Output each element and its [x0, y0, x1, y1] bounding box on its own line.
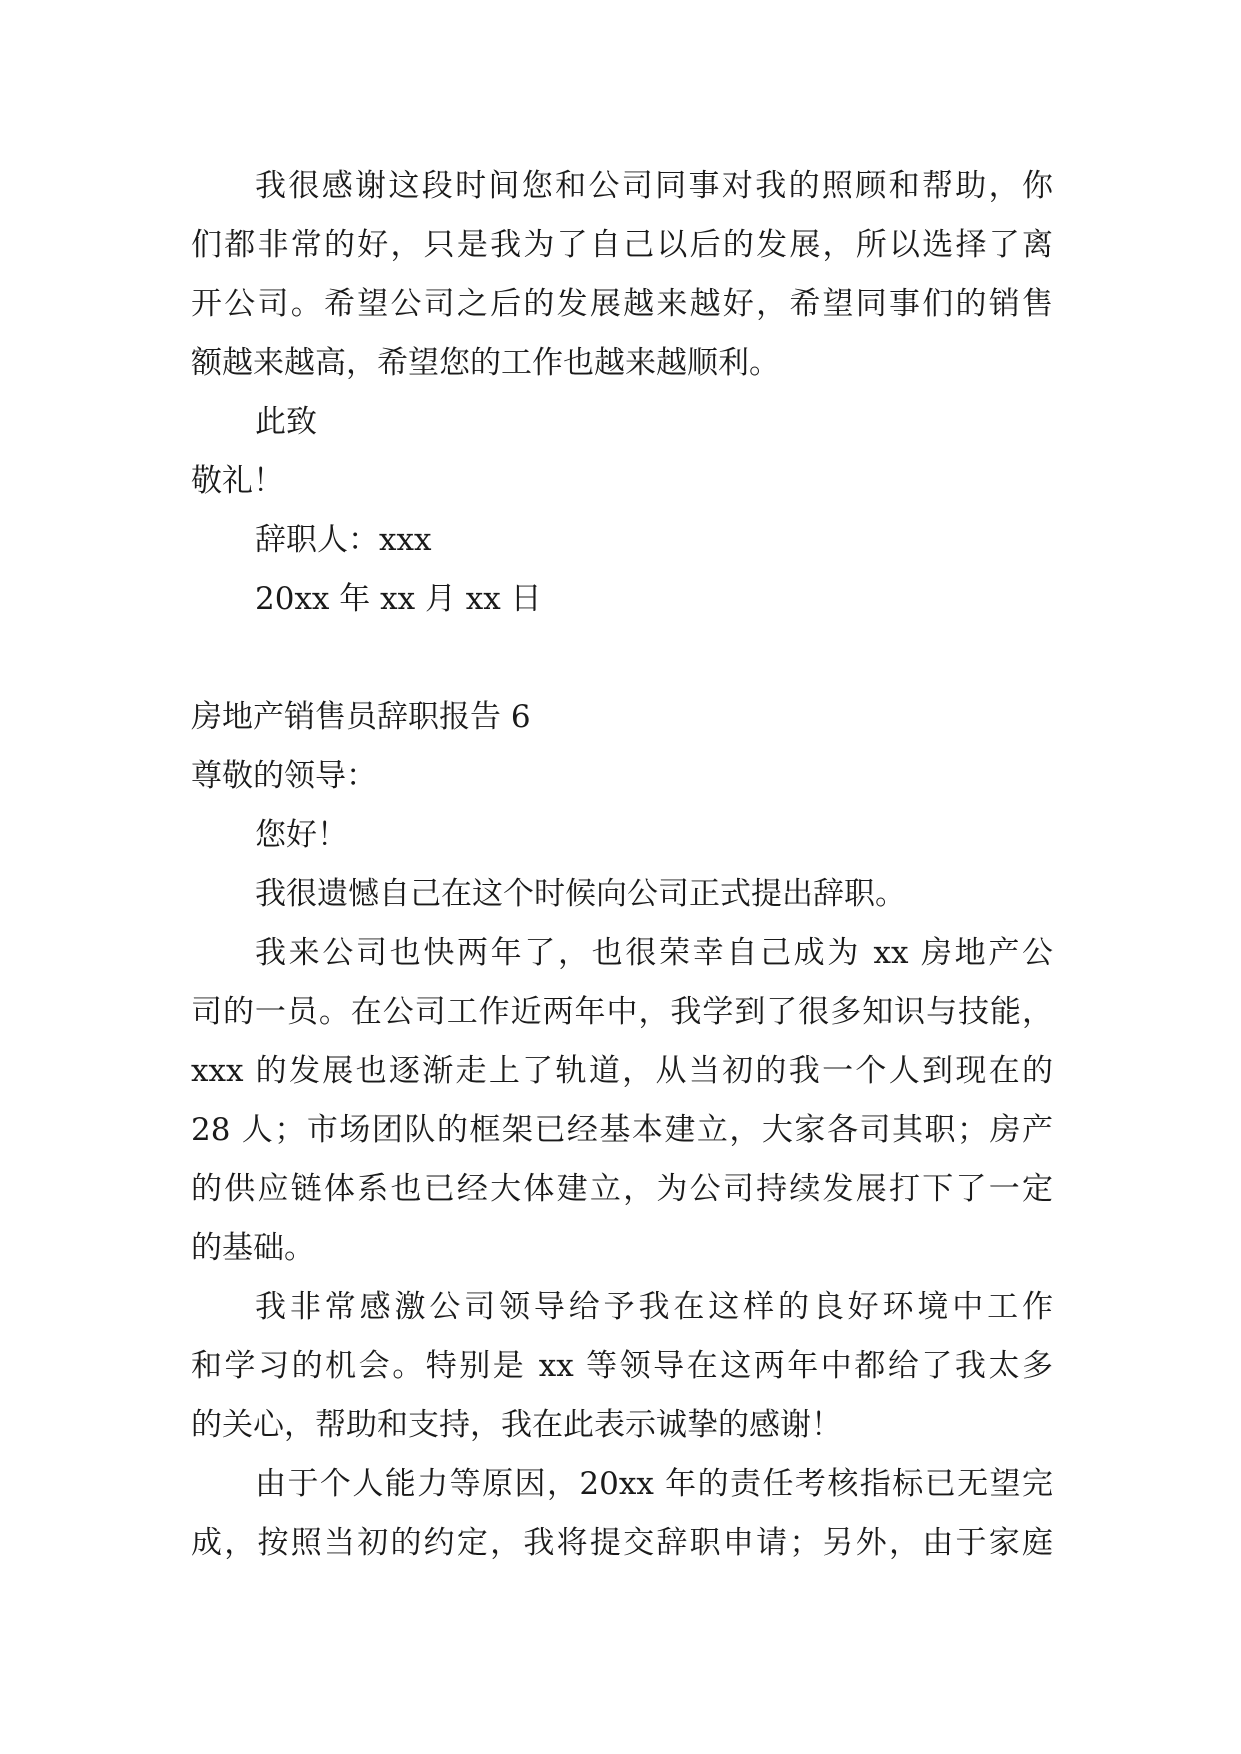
- closing-ci-zhi: 此致: [255, 404, 317, 440]
- paragraph-thanks: [191, 157, 1053, 393]
- paragraph-regret: 我很遗憾自己在这个时候向公司正式提出辞职。: [255, 876, 906, 912]
- paragraph-line: 的基础。: [191, 1230, 315, 1266]
- paragraph-line: xxx 的发展也逐渐走上了轨道，从当初的我一个人到现在的: [191, 1053, 1053, 1089]
- paragraph-line: 28 人；市场团队的框架已经基本建立，大家各司其职；房产: [191, 1112, 1053, 1148]
- section-spacer: [191, 629, 1053, 688]
- paragraph-line: 的供应链体系也已经大体建立，为公司持续发展打下了一定: [191, 1171, 1053, 1207]
- paragraph-line: 额越来越高，希望您的工作也越来越顺利。: [191, 345, 780, 381]
- paragraph-line: 司的一员。在公司工作近两年中，我学到了很多知识与技能，: [191, 994, 1053, 1030]
- salutation: 尊敬的领导：: [191, 758, 377, 794]
- paragraph-reason: [191, 1455, 1053, 1573]
- paragraph-history: [191, 924, 1053, 1278]
- paragraph-line: 由于个人能力等原因，20xx 年的责任考核指标已无望完: [255, 1466, 1053, 1502]
- section-title: 房地产销售员辞职报告 6: [191, 699, 531, 735]
- paragraph-line: 成，按照当初的约定，我将提交辞职申请；另外，由于家庭: [191, 1525, 1053, 1561]
- document-body: [191, 157, 1053, 1573]
- closing-jing-li: 敬礼！: [191, 463, 284, 499]
- paragraph-line: 们都非常的好，只是我为了自己以后的发展，所以选择了离: [191, 227, 1053, 263]
- greeting: 您好！: [255, 817, 348, 853]
- paragraph-line: 我来公司也快两年了，也很荣幸自己成为 xx 房地产公: [255, 935, 1053, 971]
- paragraph-gratitude: [191, 1278, 1053, 1455]
- signature-date: 20xx 年 xx 月 xx 日: [255, 581, 542, 617]
- signature: 辞职人：xxx: [255, 522, 432, 558]
- paragraph-line: 开公司。希望公司之后的发展越来越好，希望同事们的销售: [191, 286, 1053, 322]
- paragraph-line: 我非常感激公司领导给予我在这样的良好环境中工作: [255, 1289, 1053, 1325]
- paragraph-line: 的关心，帮助和支持，我在此表示诚挚的感谢！: [191, 1407, 842, 1443]
- paragraph-line: 我很感谢这段时间您和公司同事对我的照顾和帮助，你: [255, 168, 1053, 204]
- paragraph-line: 和学习的机会。特别是 xx 等领导在这两年中都给了我太多: [191, 1348, 1053, 1384]
